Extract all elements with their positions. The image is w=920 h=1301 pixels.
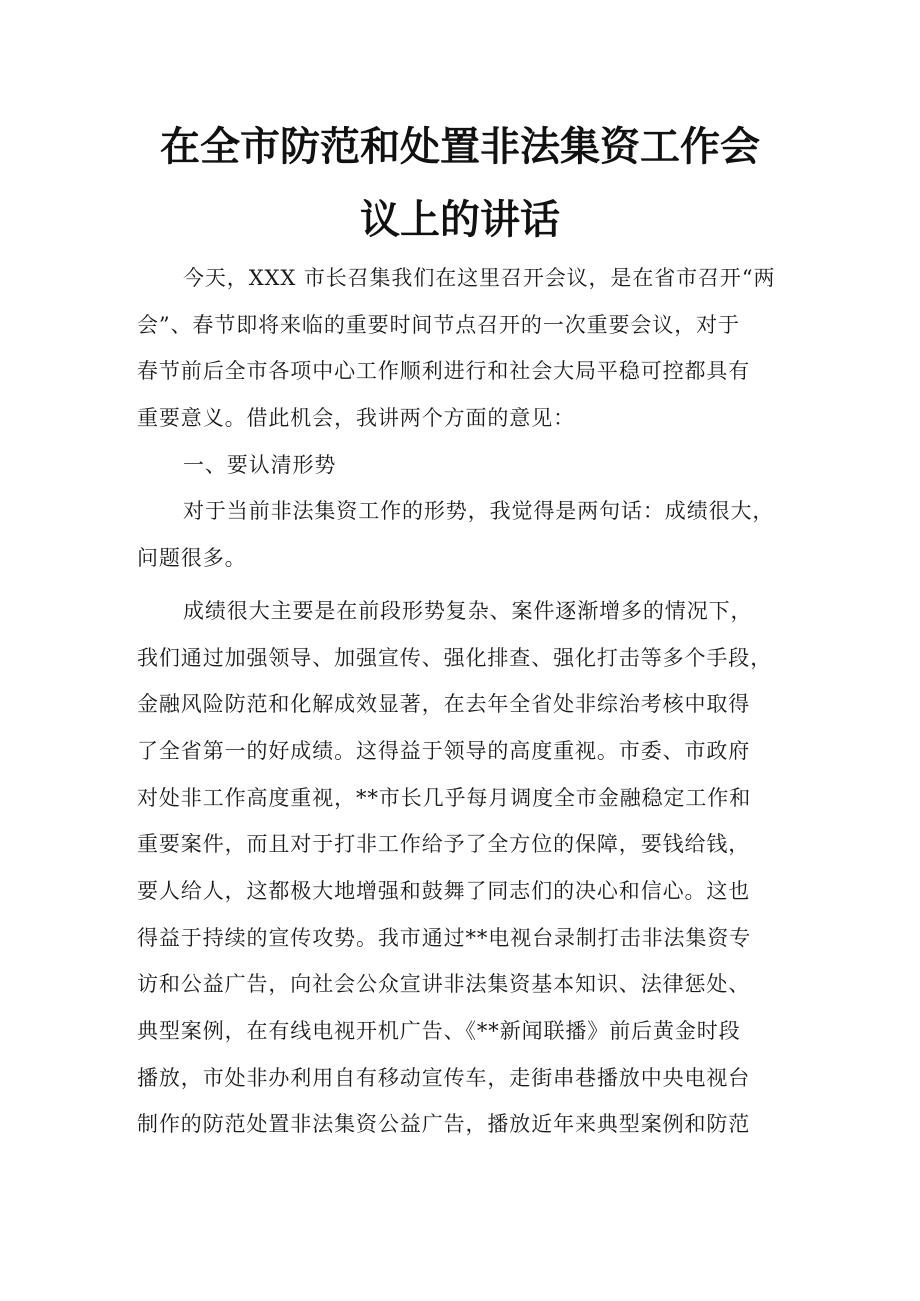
- text-line: 得益于持续的宣传攻势。我市通过**电视台录制打击非法集资专: [137, 925, 752, 950]
- text-line: 金融风险防范和化解成效显著，在去年全省处非综治考核中取得: [137, 692, 751, 717]
- text-line: 我们通过加强领导、加强宣传、强化排查、强化打击等多个手段，: [137, 645, 773, 670]
- paragraph-achievements: [137, 598, 807, 1137]
- section-heading: 一、要认清形势: [183, 452, 337, 477]
- text-line: 访和公益广告，向社会公众宣讲非法集资基本知识、法律惩处、: [137, 972, 751, 997]
- text-line: 典型案例，在有线电视开机广告、《**新闻联播》前后黄金时段: [137, 1019, 741, 1043]
- text-line: 对于当前非法集资工作的形势，我觉得是两句话：成绩很大，: [183, 499, 775, 524]
- document-body: [137, 268, 807, 1161]
- text-line: 问题很多。: [137, 546, 247, 571]
- text-line: 成绩很大主要是在前段形势复杂、案件逐渐增多的情况下，: [183, 598, 753, 623]
- document-title-line-2: 议上的讲话: [360, 197, 560, 243]
- paragraph-situation: [137, 501, 807, 569]
- text-line: 了全省第一的好成绩。这得益于领导的高度重视。市委、市政府: [137, 738, 751, 763]
- text-line: 要人给人，这都极大地增强和鼓舞了同志们的决心和信心。这也: [137, 878, 751, 903]
- text-line: 制作的防范处置非法集资公益广告，播放近年来典型案例和防范: [137, 1112, 751, 1137]
- text-line: 春节前后全市各项中心工作顺利进行和社会大局平稳可控都具有: [137, 359, 751, 384]
- text-line: 重要意义。借此机会，我讲两个方面的意见：: [137, 406, 575, 431]
- text-line: 会”、春节即将来临的重要时间节点召开的一次重要会议，对于: [137, 312, 740, 337]
- text-line: 对处非工作高度重视，**市长几乎每月调度全市金融稳定工作和: [137, 785, 752, 810]
- paragraph-intro: [137, 268, 807, 429]
- text-line: 重要案件，而且对于打非工作给予了全方位的保障，要钱给钱，: [137, 832, 751, 857]
- document-title-line-1: 在全市防范和处置非法集资工作会: [160, 124, 760, 170]
- text-line: 今天，XXX 市长召集我们在这里召开会议，是在省市召开“两: [183, 266, 776, 290]
- text-line: 播放，市处非办利用自有移动宣传车，走街串巷播放中央电视台: [137, 1065, 751, 1090]
